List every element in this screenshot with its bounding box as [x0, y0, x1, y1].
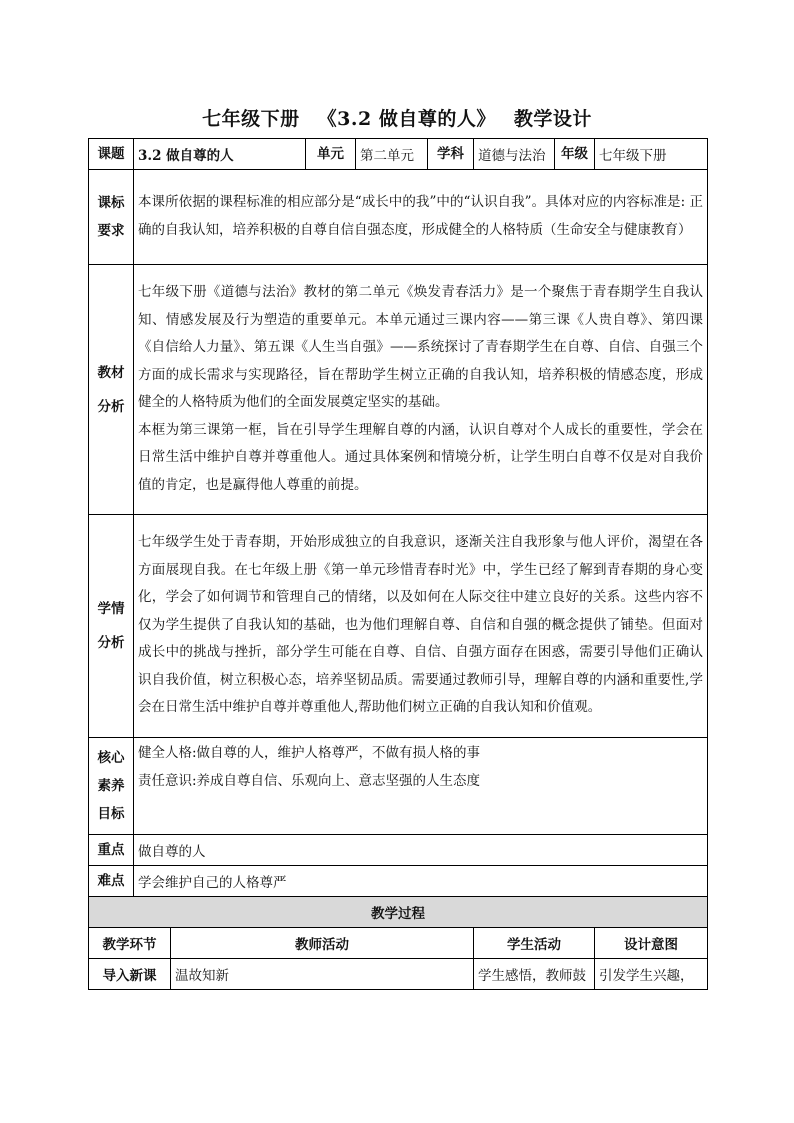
- row-teacher: 温故知新: [171, 959, 474, 990]
- literacy-label-3: 目标: [97, 806, 125, 822]
- subject-label: 学科: [428, 139, 474, 170]
- material-label: [89, 265, 134, 515]
- literacy-label-2: 素养: [97, 778, 125, 794]
- document-title: [0, 104, 794, 131]
- key-point-row: [89, 835, 708, 866]
- row-intent: 引发学生兴趣，: [595, 959, 708, 990]
- grade-value: 七年级下册: [595, 139, 708, 170]
- standards-label: [89, 170, 134, 265]
- title-design: 教学设计: [513, 108, 592, 130]
- students-label: [89, 515, 134, 738]
- difficulty-row: [89, 866, 708, 897]
- material-text: [134, 265, 708, 515]
- standards-label-1: 课标: [97, 195, 125, 211]
- column-teacher: 教师活动: [171, 928, 474, 959]
- grade-label: 年级: [555, 139, 595, 170]
- difficulty-label: 难点: [89, 866, 134, 897]
- row-student: 学生感悟，教师鼓: [474, 959, 595, 990]
- process-row: [89, 959, 708, 990]
- unit-value: 第二单元: [356, 139, 428, 170]
- process-columns-row: [89, 928, 708, 959]
- key-point-label: 重点: [89, 835, 134, 866]
- lesson-plan-table: [88, 138, 708, 990]
- students-label-1: 学情: [97, 601, 125, 617]
- topic-value: 3.2 做自尊的人: [134, 139, 306, 170]
- row-stage: 导入新课: [89, 959, 171, 990]
- material-row: [89, 265, 708, 515]
- students-label-2: 分析: [97, 635, 125, 651]
- material-paragraph-2: 本框为第三课第一框，旨在引导学生理解自尊的内涵，认识自尊对个人成长的重要性，学会在日常生活中维护自尊并尊重他人。通过具体案例和情境分析，让学生明白自尊不仅是对自我价值的肯定，也是赢得他人尊重的前提。: [138, 421, 703, 493]
- subject-value: 道德与法治: [474, 139, 555, 170]
- literacy-line-1: 健全人格:做自尊的人，维护人格尊严，不做有损人格的事: [138, 745, 481, 761]
- column-intent: 设计意图: [595, 928, 708, 959]
- literacy-row: [89, 738, 708, 835]
- literacy-text: [134, 738, 708, 835]
- column-stage: 教学环节: [89, 928, 171, 959]
- material-paragraph-1: 七年级下册《道德与法治》教材的第二单元《焕发青春活力》是一个聚焦于青春期学生自我认知、情感发展及行为塑造的重要单元。本单元通过三课内容——第三课《人贵自尊》、第四课《自信给人力量》、第五课《人生当自强》——系统探讨了青春期学生在自尊、自信、自强三个方面的成长需求与实现路径，旨在帮助学生树立正确的自我认知，培养积极的情感态度，形成健全的人格特质为他们的全面发展奠定坚实的基础。: [138, 284, 703, 410]
- key-point-text: 做自尊的人: [134, 835, 708, 866]
- literacy-label: [89, 738, 134, 835]
- material-label-2: 分析: [97, 398, 125, 415]
- students-text: 七年级学生处于青春期，开始形成独立的自我意识，逐渐关注自我形象与他人评价，渴望在各方面展现自我。在七年级上册《第一单元珍惜青春时光》中，学生已经了解到青春期的身心变化，学会了如何调节和管理自己的情绪，以及如何在人际交往中建立良好的关系。这些内容不仅为学生提供了自我认知的基础，也为他们理解自尊、自信和自强的概念提供了铺垫。但面对成长中的挑战与挫折，部分学生可能在自尊、自信、自强方面存在困惑，需要引导他们正确认识自我价值，树立积极心态，培养坚韧品质。需要通过教师引导，理解自尊的内涵和重要性,学会在日常生活中维护自尊并尊重他人,帮助他们树立正确的自我认知和价值观。: [134, 515, 708, 738]
- title-grade: 七年级下册: [202, 108, 300, 130]
- standards-text: 本课所依据的课程标准的相应部分是“成长中的我”中的“认识自我”。具体对应的内容标准是: 正确的自我认知，培养积极的自尊自信自强态度，形成健全的人格特质（生命安全与健康教育）: [134, 170, 708, 265]
- unit-label: 单元: [306, 139, 356, 170]
- process-header: 教学过程: [89, 897, 708, 928]
- topic-label: 课题: [89, 139, 134, 170]
- standards-label-2: 要求: [97, 223, 125, 239]
- students-row: [89, 515, 708, 738]
- process-header-row: [89, 897, 708, 928]
- column-student: 学生活动: [474, 928, 595, 959]
- difficulty-text: 学会维护自己的人格尊严: [134, 866, 708, 897]
- literacy-line-2: 责任意识:养成自尊自信、乐观向上、意志坚强的人生态度: [138, 772, 481, 789]
- info-row: [89, 139, 708, 170]
- title-lesson: 《3.2 做自尊的人》: [317, 108, 496, 130]
- literacy-label-1: 核心: [97, 750, 125, 766]
- standards-row: [89, 170, 708, 265]
- material-label-1: 教材: [97, 364, 125, 381]
